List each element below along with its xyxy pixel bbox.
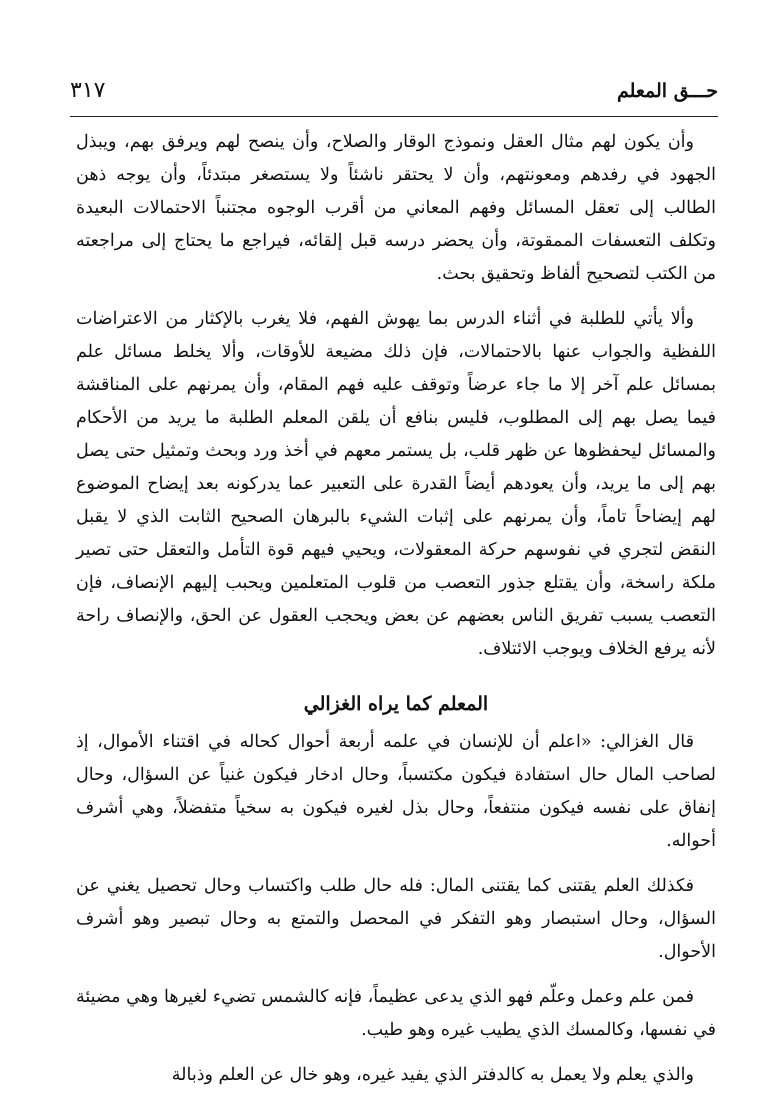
header-rule	[70, 116, 718, 117]
page-number: ٣١٧	[70, 78, 106, 103]
paragraph: وأن يكون لهم مثال العقل ونموذج الوقار والصلاح، وأن ينصح لهم ويرفق بهم، ويبذل الجهود في رفدهم ومعونتهم، وأن لا يحتقر ناشئاً ولا يستصغر مبتدئاً، وأن يوجه ذهن الطالب إلى تعقل المسائل وفهم المعاني من أقرب الوجوه مجتنباً الاحتمالات البعيدة وتكلف التعسفات الممقوتة، وأن يحضر درسه قبل إلقائه، فيراجع ما يحتاج إلى مراجعته من الكتب لتصحيح ألفاظ وتحقيق بحث.	[76, 132, 716, 284]
paragraph: قال الغزالي: «اعلم أن للإنسان في علمه أربعة أحوال كحاله في اقتناء الأموال، إذ لصاحب المال حال استفادة فيكون مكتسباً، وحال ادخار فيكون غنياً عن السؤال، وحال إنفاق على نفسه فيكون منتفعاً، وحال بذل لغيره فيكون به سخياً متفضلاً، وهي أشرف أحواله.	[76, 732, 716, 851]
body-text	[76, 126, 716, 1104]
paragraph: وألا يأتي للطلبة في أثناء الدرس بما يهوش الفهم، فلا يغرب بالإكثار من الاعتراضات اللفظية والجواب عنها بالاحتمالات، فإن ذلك مضيعة للأوقات، وألا يخلط مسائل علم بمسائل علم آخر إلا ما جاء عرضاً وتوقف عليه فهم المقام، وأن يمرنهم على المناقشة فيما يصل بهم إلى المطلوب، فليس بنافع أن يلقن المعلم الطلبة ما يريد من الأحكام والمسائل ليحفظوها عن ظهر قلب، بل يستمر معهم في أخذ ورد وبحث وتمثيل حتى يصل بهم إلى ما يريد، وأن يعودهم أيضاً القدرة على التعبير عما يدركونه بعد إيضاح الموضوع لهم إيضاحاً تاماً، وأن يمرنهم على إثبات الشيء بالبرهان الصحيح الثابت الذي لا يقبل النقض لتجري في نفوسهم حركة المعقولات، ويحيي فيهم قوة التأمل والتعقل حتى تصير ملكة راسخة، وأن يقتلع جذور التعصب من قلوب المتعلمين ويحبب إليهم الإنصاف، فإن التعصب يسبب تفريق الناس بعضهم عن بعض ويحجب العقول عن الحق، والإنصاف راحة لأنه يرفع الخلاف ويوجب الائتلاف.	[76, 309, 716, 659]
running-title: حـــق المعلم	[616, 80, 718, 102]
paragraph: فمن علم وعمل وعلّم فهو الذي يدعى عظيماً، فإنه كالشمس تضيء لغيرها وهي مضيئة في نفسها، وكالمسك الذي يطيب غيره وهو طيب.	[76, 987, 716, 1040]
paragraph: فكذلك العلم يقتنى كما يقتنى المال: فله حال طلب واكتساب وحال تحصيل يغني عن السؤال، وحال استبصار وهو التفكر في المحصل والتمتع به وحال تبصير وهو أشرف الأحوال.	[76, 876, 716, 962]
section-heading: المعلم كما يراه الغزالي	[303, 693, 489, 715]
paragraph: والذي يعلم ولا يعمل به كالدفتر الذي يفيد غيره، وهو خال عن العلم وذبالة	[171, 1065, 694, 1085]
page-header	[70, 78, 718, 112]
